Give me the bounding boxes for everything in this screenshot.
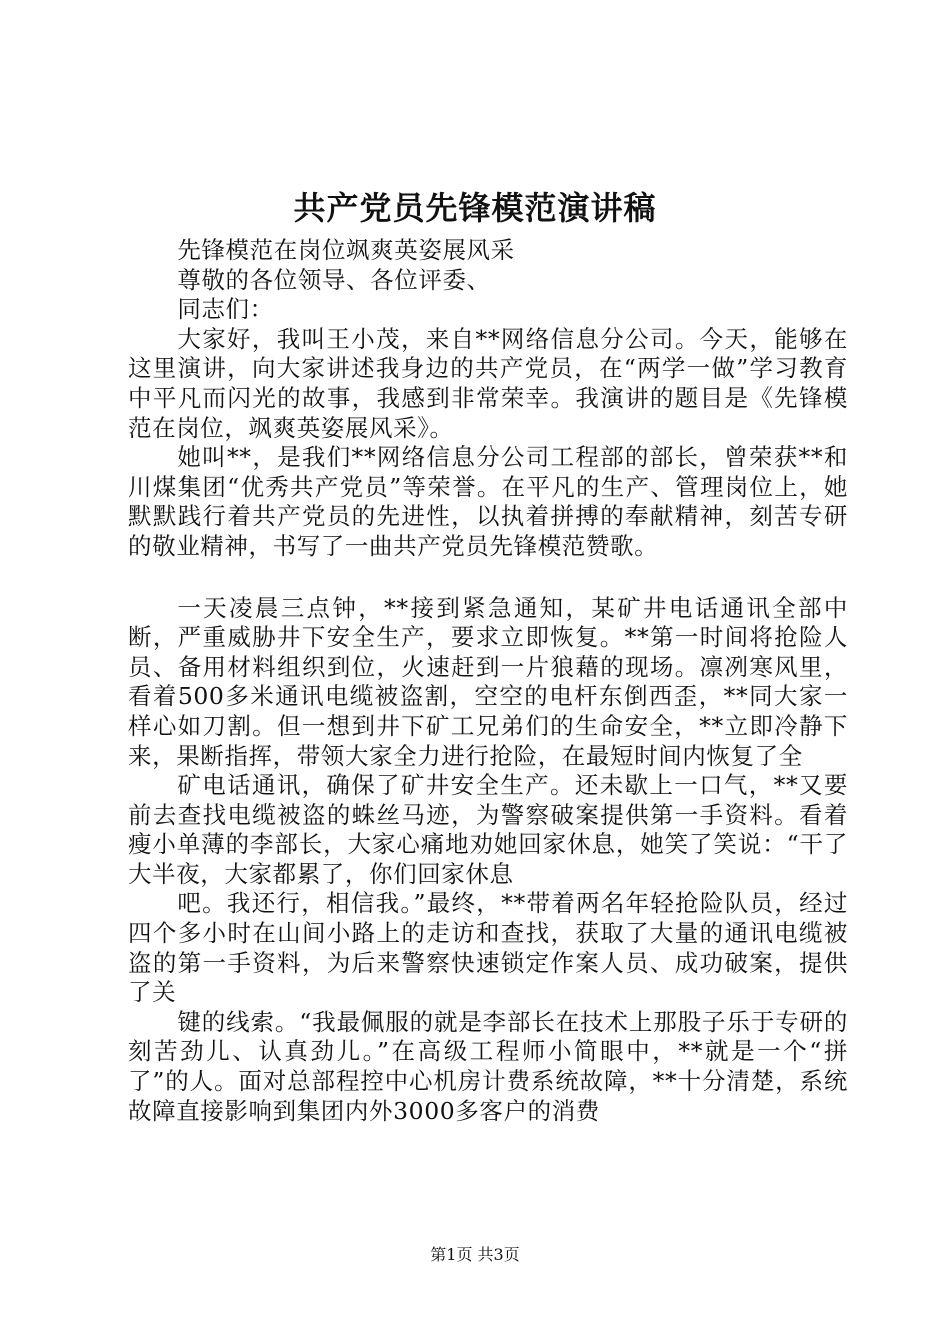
subtitle-paragraph: 先锋模范在岗位飒爽英姿展风采 bbox=[177, 236, 515, 264]
document-title: 共产党员先锋模范演讲稿 bbox=[293, 189, 657, 227]
page-number-footer: 第1页 共3页 bbox=[430, 1245, 520, 1264]
body-paragraph-profile: 她叫**，是我们**网络信息分公司工程部的部长，曾荣获**和川煤集团“优秀共产党员”等荣誉。在平凡的生产、管理岗位上，她默默践行着共产党员的先进性，以执着拼搏的奉献精神，刻苦专研的敬业精神，书写了一曲共产党员先锋模范赞歌。 bbox=[128, 443, 848, 560]
body-paragraph-story-3: 吧。我还行，相信我。”最终，**带着两名年轻抢险队员，经过四个多小时在山间小路上的走访和查找，获取了大量的通讯电缆被盗的第一手资料，为后来警察快速锁定作案人员、成功破案，提供了关 bbox=[128, 889, 848, 1007]
body-paragraph-intro: 大家好，我叫王小茂，来自**网络信息分公司。今天，能够在这里演讲，向大家讲述我身边的共产党员，在“两学一做”学习教育中平凡而闪光的故事，我感到非常荣幸。我演讲的题目是《先锋模范在岗位，飒爽英姿展风采》。 bbox=[128, 324, 848, 442]
paragraph-spacer bbox=[128, 562, 848, 594]
body-paragraph-story-4: 键的线索。“我最佩服的就是李部长在技术上那股子乐于专研的刻苦劲儿、认真劲儿。”在高级工程师小简眼中，**就是一个“拼了”的人。面对总部程控中心机房计费系统故障，**十分清楚，系统故障直接影响到集团内外3000多客户的消费 bbox=[128, 1007, 848, 1125]
document-body bbox=[128, 236, 848, 1126]
body-paragraph-story-1: 一天凌晨三点钟，**接到紧急通知，某矿井电话通讯全部中断，严重威胁井下安全生产，要求立即恢复。**第一时间将抢险人员、备用材料组织到位，火速赶到一片狼藉的现场。凛冽寒风里，看着500多米通讯电缆被盗割，空空的电杆东倒西歪，**同大家一样心如刀割。但一想到井下矿工兄弟们的生命安全，**立即冷静下来，果断指挥，带领大家全力进行抢险，在最短时间内恢复了全 bbox=[128, 593, 848, 770]
salutation-line-2: 同志们： bbox=[177, 295, 274, 324]
salutation-line-1: 尊敬的各位领导、各位评委、 bbox=[177, 265, 491, 294]
body-paragraph-story-2: 矿电话通讯，确保了矿井安全生产。还未歇上一口气，**又要前去查找电缆被盗的蛛丝马迹，为警察破案提供第一手资料。看着瘦小单薄的李部长，大家心痛地劝她回家休息，她笑了笑说：“干了大半夜，大家都累了，你们回家休息 bbox=[128, 771, 848, 888]
